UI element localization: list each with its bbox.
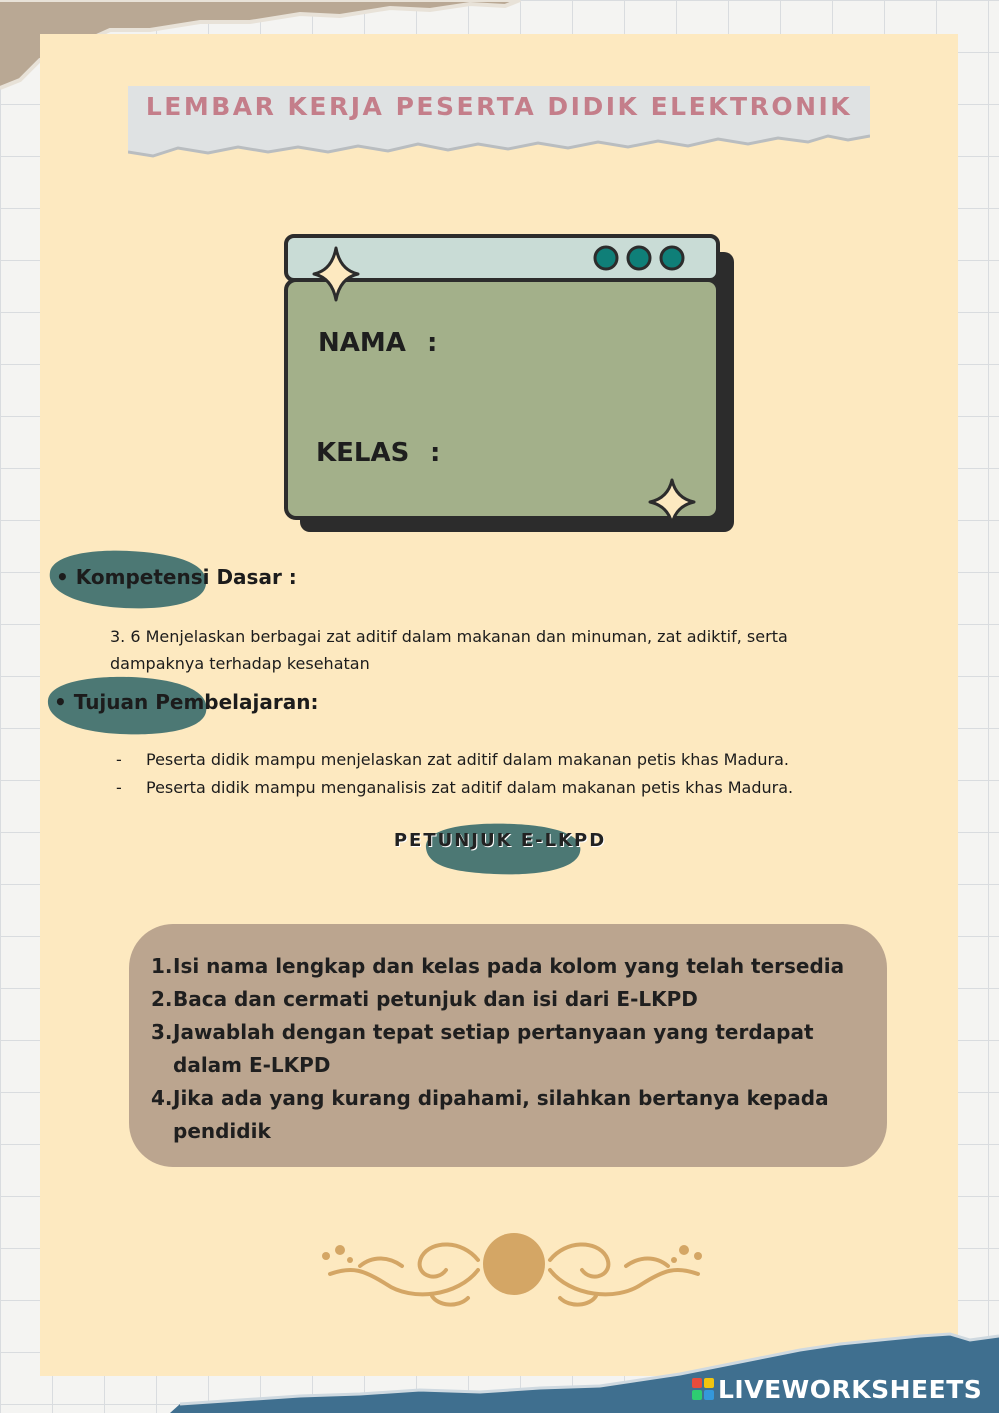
name-label: NAMA — [318, 328, 406, 358]
class-label: KELAS — [316, 438, 410, 468]
list-number: 1. — [151, 954, 173, 978]
tujuan-heading: • Tujuan Pembelajaran: — [54, 690, 319, 714]
list-dash: - — [116, 750, 122, 769]
name-colon: : — [427, 328, 438, 358]
kompetensi-text: 3. 6 Menjelaskan berbagai zat aditif dalam makanan dan minuman, zat adiktif, serta dampaknya terhadap kesehatan — [110, 627, 788, 673]
list-item-text: Baca dan cermati petunjuk dan isi dari E-LKPD — [173, 987, 698, 1011]
list-item-text: Jawablah dengan tepat setiap pertanyaan yang terdapat dalam E-LKPD — [173, 1020, 814, 1077]
list-item-text: Peserta didik mampu menjelaskan zat aditif dalam makanan petis khas Madura. — [146, 750, 790, 769]
list-dash: - — [116, 778, 122, 797]
list-item-text: Isi nama lengkap dan kelas pada kolom yang telah tersedia — [173, 954, 845, 978]
list-item — [112, 774, 872, 802]
logo-text: LIVEWORKSHEETS — [718, 1374, 983, 1404]
page-title: LEMBAR KERJA PESERTA DIDIK ELEKTRONIK — [145, 92, 853, 121]
list-item-text: Peserta didik mampu menganalisis zat aditif dalam makanan petis khas Madura. — [146, 778, 794, 797]
instruction-list — [151, 950, 859, 1148]
instruction-box — [129, 924, 887, 1167]
list-item — [112, 746, 872, 774]
list-number: 3. — [151, 1020, 173, 1044]
liveworksheets-logo — [692, 1371, 982, 1407]
kompetensi-heading: • Kompetensi Dasar : — [56, 565, 297, 589]
window-dot-icon — [595, 247, 683, 269]
list-item-text: Jika ada yang kurang dipahami, silahkan bertanya kepada pendidik — [173, 1086, 829, 1143]
petunjuk-title: PETUNJUK E-LKPD — [393, 830, 607, 851]
tujuan-list — [112, 746, 872, 802]
list-item — [151, 950, 859, 983]
list-item — [151, 1016, 859, 1082]
liveworksheets-logo-icon — [692, 1378, 714, 1400]
list-number: 4. — [151, 1086, 173, 1110]
list-item — [151, 983, 859, 1016]
identity-window — [280, 230, 740, 540]
filigree-ornament-icon — [312, 1226, 712, 1316]
list-number: 2. — [151, 987, 173, 1011]
list-item — [151, 1082, 859, 1148]
name-input[interactable] — [452, 330, 706, 364]
class-colon: : — [430, 438, 441, 468]
class-input[interactable] — [455, 440, 704, 474]
